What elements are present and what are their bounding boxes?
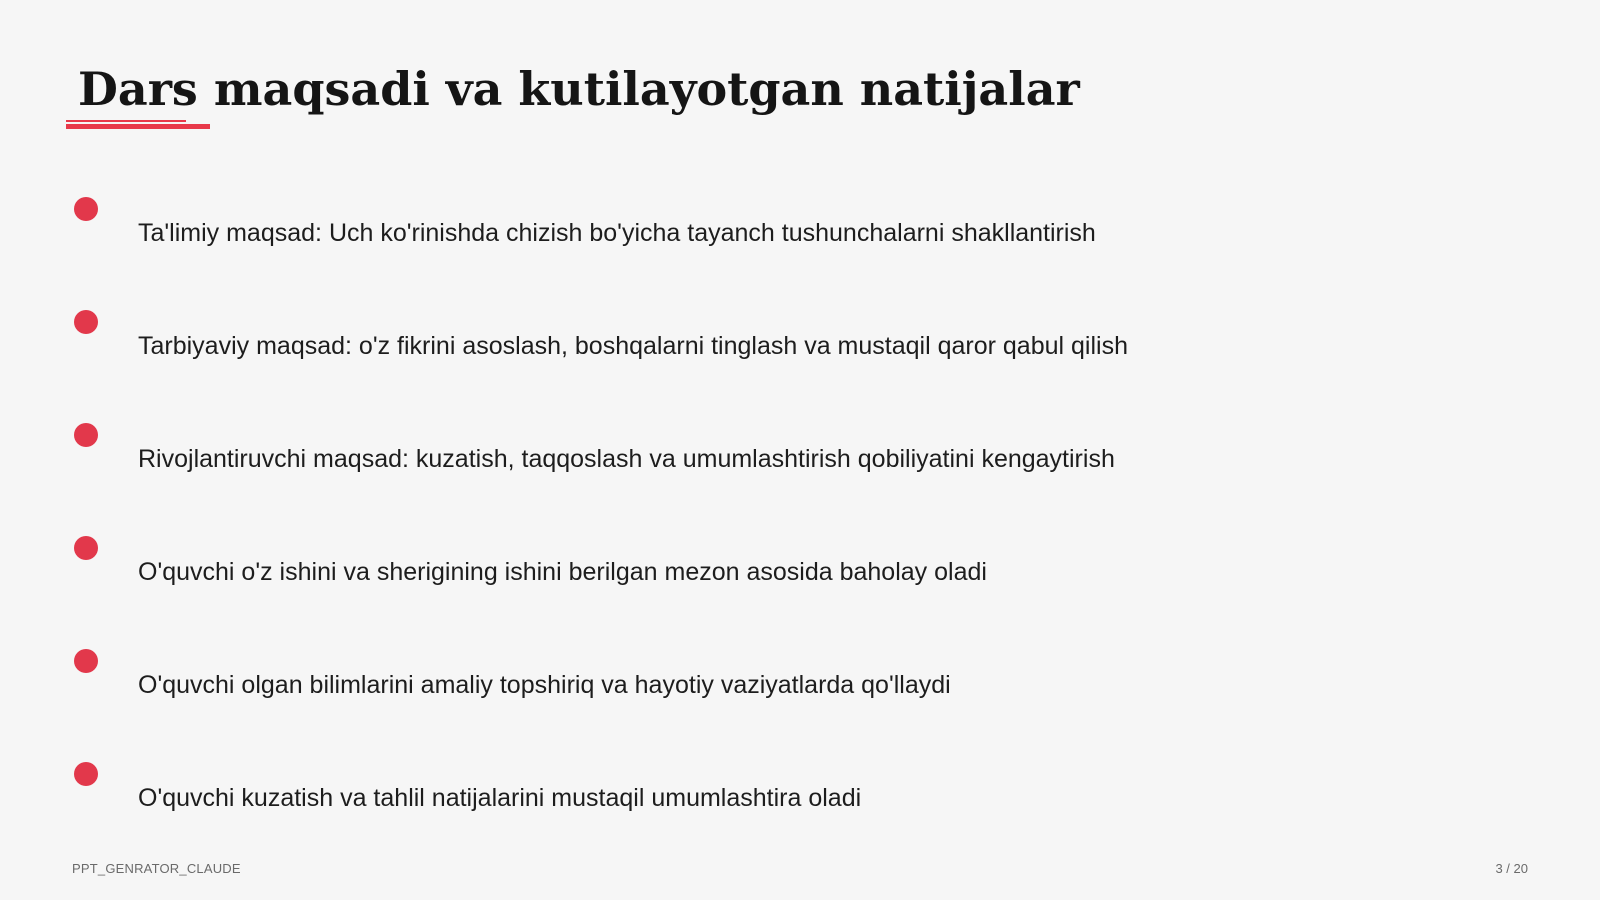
list-item: [74, 423, 1274, 493]
bullet-dot-icon: [74, 536, 98, 560]
title-underline: [66, 120, 210, 129]
footer-source-label: PPT_GENRATOR_CLAUDE: [72, 861, 241, 876]
list-item: [74, 536, 1274, 606]
title-underline-thin: [66, 120, 186, 122]
list-item: [74, 762, 1274, 832]
bullet-text: Ta'limiy maqsad: Uch ko'rinishda chizish bo'yicha tayanch tushunchalarni shakllantirish: [138, 219, 1096, 247]
list-item: [74, 197, 1274, 267]
bullet-text: Rivojlantiruvchi maqsad: kuzatish, taqqoslash va umumlashtirish qobiliyatini kengaytirish: [138, 445, 1115, 473]
bullet-dot-icon: [74, 310, 98, 334]
bullet-text: Tarbiyaviy maqsad: o'z fikrini asoslash, boshqalarni tinglash va mustaqil qaror qabul qilish: [138, 332, 1128, 360]
bullet-dot-icon: [74, 197, 98, 221]
list-item: [74, 649, 1274, 719]
page-indicator: 3 / 20: [1495, 861, 1528, 876]
bullet-dot-icon: [74, 762, 98, 786]
bullet-dot-icon: [74, 423, 98, 447]
list-item: [74, 310, 1274, 380]
slide-title: Dars maqsadi va kutilayotgan natijalar: [78, 62, 1080, 116]
bullet-text: O'quvchi o'z ishini va sherigining ishini berilgan mezon asosida baholay oladi: [138, 558, 987, 586]
bullet-text: O'quvchi kuzatish va tahlil natijalarini mustaqil umumlashtira oladi: [138, 784, 862, 812]
bullet-dot-icon: [74, 649, 98, 673]
title-underline-thick: [66, 124, 210, 129]
bullet-text: O'quvchi olgan bilimlarini amaliy topshiriq va hayotiy vaziyatlarda qo'llaydi: [138, 671, 951, 699]
